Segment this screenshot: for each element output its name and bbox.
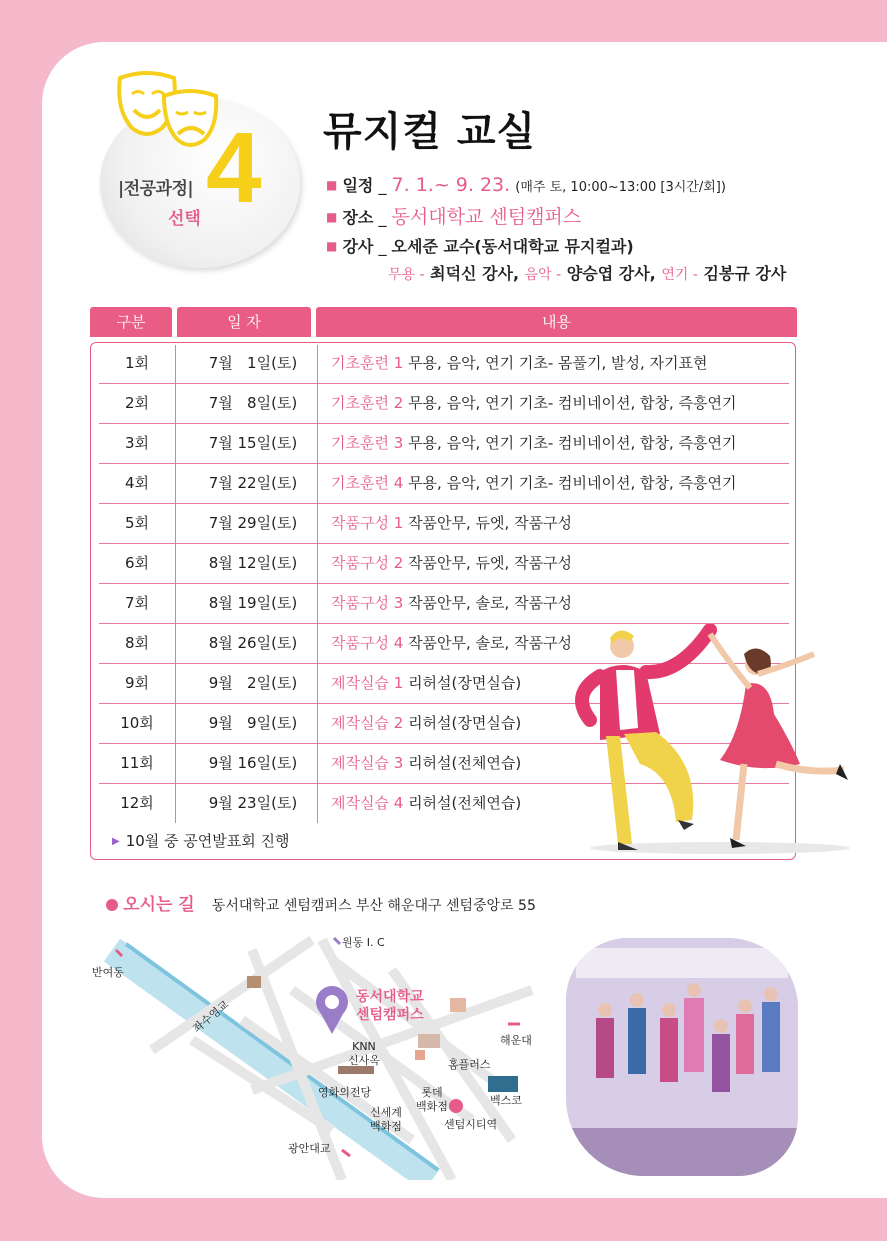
session-detail: 리허설(장면실습) [408, 674, 522, 692]
place-line: ■ 장소 _ 동서대학교 센텀캠퍼스 [326, 206, 582, 228]
dance-value: 최덕신 강사, [430, 264, 520, 283]
session-tag: 기초훈련 2 [331, 394, 404, 412]
map-label-centum-station: 센텀시티역 [444, 1118, 498, 1131]
session-content [331, 743, 521, 783]
session-content [331, 663, 521, 703]
session-date: 7월 22일(토) [208, 474, 298, 492]
map-label-gwangan: 광안대교 [288, 1142, 331, 1155]
instructor-line: ■ 강사 _ 오세준 교수(동서대학교 뮤지컬과) [326, 237, 634, 256]
session-date: 9월 23일(토) [208, 794, 298, 812]
directions-label: 오시는 길 [123, 895, 195, 915]
session-content [331, 383, 736, 423]
session-number: 8회 [124, 634, 150, 652]
place-label: 장소 [342, 208, 374, 227]
music-label: 음악 - [524, 267, 562, 283]
map-label-haeundae: 해운대 [500, 1034, 532, 1047]
performers-illustration [566, 938, 798, 1176]
assistant-instructors-line [388, 261, 786, 284]
schedule-line: ■ 일정 _ 7. 1.~ 9. 23. (매주 토, 10:00~13:00 [3시간/회]) [326, 174, 726, 196]
session-number: 3회 [124, 434, 150, 452]
session-content [331, 783, 521, 823]
session-detail: 무용, 음악, 연기 기초- 컴비네이션, 합창, 즉흥연기 [408, 434, 737, 452]
session-tag: 기초훈련 4 [331, 474, 404, 492]
session-tag: 기초훈련 1 [331, 354, 404, 372]
directions-line [106, 890, 536, 915]
map-label-banyeo: 반여동 [92, 966, 124, 979]
acting-label: 연기 - [661, 267, 698, 283]
session-number: 4회 [124, 474, 150, 492]
session-tag: 작품구성 3 [331, 594, 404, 612]
session-number: 1회 [124, 354, 150, 372]
session-detail: 작품안무, 듀엣, 작품구성 [408, 554, 573, 572]
bullet-square-icon: ■ [326, 210, 338, 224]
badge-number: 4 [206, 112, 262, 224]
session-number: 12회 [120, 794, 154, 812]
session-content [331, 583, 572, 623]
session-tag: 작품구성 2 [331, 554, 404, 572]
session-detail: 작품안무, 솔로, 작품구성 [408, 594, 573, 612]
bullet-square-icon: ■ [326, 239, 338, 253]
bullet-dot-icon [106, 899, 118, 911]
session-tag: 제작실습 4 [331, 794, 404, 812]
table-row [99, 463, 789, 504]
location-map [92, 930, 552, 1180]
session-content [331, 343, 708, 383]
map-label-bridge: 좌수영교 [190, 998, 232, 1036]
directions-address: 동서대학교 센텀캠퍼스 부산 해운대구 센텀중앙로 55 [211, 898, 536, 914]
schedule-date: 7. 1.~ 9. 23. [391, 174, 511, 196]
bullet-square-icon: ■ [326, 178, 338, 192]
session-date: 8월 12일(토) [208, 554, 298, 572]
map-label-cinema: 영화의전당 [318, 1086, 372, 1099]
performance-note: ▶ 10월 중 공연발표회 진행 [112, 832, 290, 850]
instructor-value: 오세준 교수(동서대학교 뮤지컬과) [391, 237, 634, 256]
table-row [99, 343, 789, 384]
dance-label: 무용 - [388, 267, 425, 283]
session-detail: 작품안무, 솔로, 작품구성 [408, 634, 573, 652]
table-row [99, 583, 789, 624]
map-label-campus: 동서대학교 센텀캠퍼스 [356, 989, 424, 1024]
session-tag: 제작실습 3 [331, 754, 404, 772]
session-content [331, 703, 521, 743]
session-detail: 무용, 음악, 연기 기초- 컴비네이션, 합창, 즉흥연기 [408, 394, 737, 412]
schedule-note: (매주 토, 10:00~13:00 [3시간/회]) [515, 180, 726, 195]
session-content [331, 463, 736, 503]
session-number: 9회 [124, 674, 150, 692]
session-tag: 작품구성 4 [331, 634, 404, 652]
header-date: 일 자 [177, 307, 311, 337]
session-date: 9월 2일(토) [208, 674, 298, 692]
session-content [331, 503, 572, 543]
map-label-wondong: 원동 I. C [342, 936, 385, 949]
dancers-illustration [560, 624, 850, 856]
performance-photo [566, 938, 798, 1176]
session-tag: 제작실습 2 [331, 714, 404, 732]
session-detail: 무용, 음악, 연기 기초- 컴비네이션, 합창, 즉흥연기 [408, 474, 737, 492]
page-title: 뮤지컬 교실 [323, 109, 537, 155]
badge-subtitle: 선택 [168, 209, 201, 229]
session-content [331, 543, 572, 583]
map-label-knn: KNN 신사옥 [348, 1040, 380, 1068]
session-date: 7월 8일(토) [208, 394, 298, 412]
session-detail: 리허설(장면실습) [408, 714, 522, 732]
table-row [99, 383, 789, 424]
session-content [331, 623, 572, 663]
session-number: 10회 [120, 714, 154, 732]
session-content [331, 423, 736, 463]
music-value: 양승엽 강사, [566, 264, 656, 283]
session-detail: 리허설(전체연습) [408, 754, 522, 772]
session-tag: 작품구성 1 [331, 514, 404, 532]
table-row [99, 543, 789, 584]
session-date: 9월 9일(토) [208, 714, 298, 732]
session-detail: 무용, 음악, 연기 기초- 몸풀기, 발성, 자기표현 [408, 354, 708, 372]
badge-title: |전공과정| [118, 179, 194, 199]
acting-value: 김봉규 강사 [703, 264, 787, 283]
map-label-bexco: 벡스코 [490, 1094, 522, 1107]
header-content: 내용 [316, 307, 797, 337]
table-row [99, 423, 789, 464]
session-number: 6회 [124, 554, 150, 572]
map-label-shinsegae: 신세계 백화점 [370, 1106, 402, 1134]
session-date: 8월 19일(토) [208, 594, 298, 612]
map-label-homeplus: 홈플러스 [448, 1058, 491, 1071]
session-detail: 작품안무, 듀엣, 작품구성 [408, 514, 573, 532]
instructor-label: 강사 [342, 237, 374, 256]
triangle-bullet-icon: ▶ [112, 836, 120, 847]
session-number: 11회 [120, 754, 154, 772]
place-value: 동서대학교 센텀캠퍼스 [391, 206, 582, 228]
session-date: 7월 1일(토) [208, 354, 298, 372]
header-no: 구분 [90, 307, 172, 337]
session-tag: 제작실습 1 [331, 674, 404, 692]
session-date: 7월 29일(토) [208, 514, 298, 532]
session-number: 7회 [124, 594, 150, 612]
schedule-label: 일정 [342, 176, 374, 195]
session-number: 2회 [124, 394, 150, 412]
session-date: 8월 26일(토) [208, 634, 298, 652]
session-detail: 리허설(전체연습) [408, 794, 522, 812]
session-date: 7월 15일(토) [208, 434, 298, 452]
session-date: 9월 16일(토) [208, 754, 298, 772]
table-row [99, 503, 789, 544]
session-tag: 기초훈련 3 [331, 434, 404, 452]
map-label-lotte: 롯데 백화점 [416, 1086, 448, 1114]
session-number: 5회 [124, 514, 150, 532]
